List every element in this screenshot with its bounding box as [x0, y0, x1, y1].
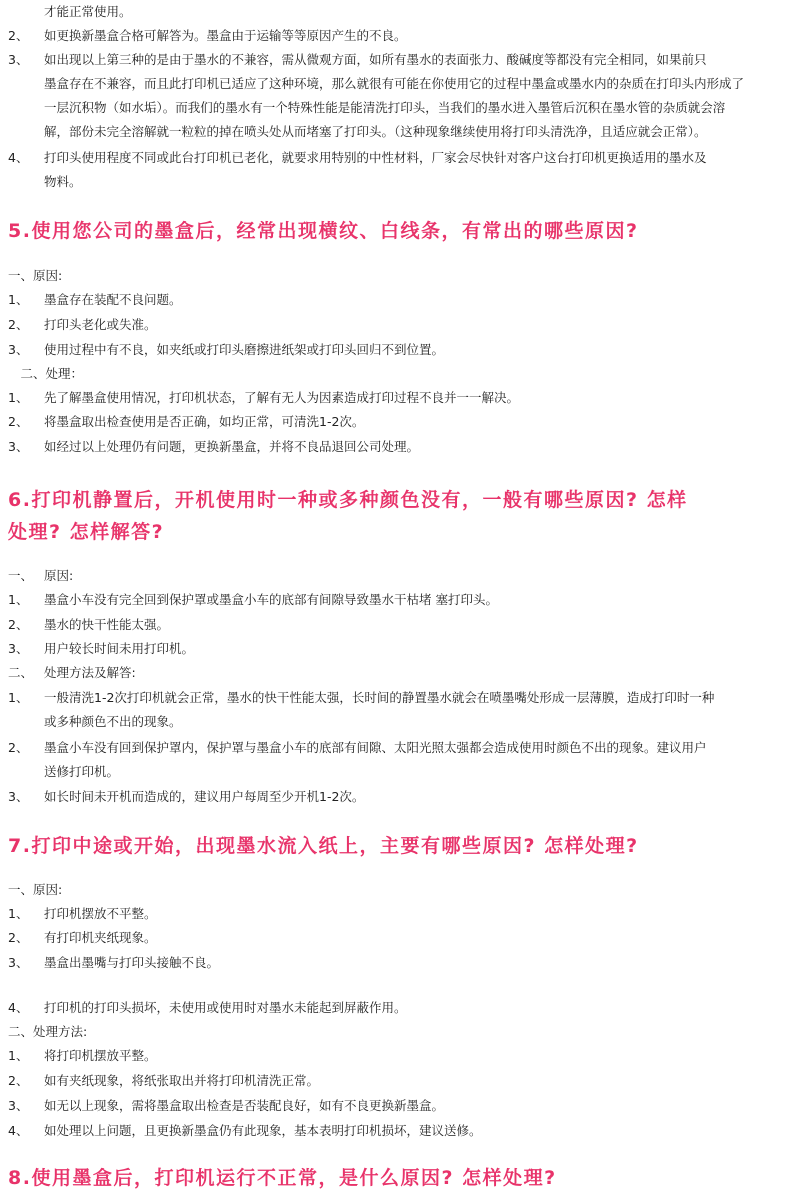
line-text: 墨盒存在装配不良问题。 [44, 292, 182, 307]
line-text: 使用过程中有不良，如夹纸或打印头磨擦进纸架或打印头回归不到位置。 [44, 342, 445, 357]
text-line [8, 388, 519, 407]
line-number: 1、 [8, 906, 29, 921]
line-number: 3、 [8, 641, 29, 656]
line-text: 先了解墨盒使用情况，打印机状态，了解有无人为因素造成打印过程不良并一一解决。 [44, 390, 520, 405]
text-line [8, 172, 82, 191]
line-number: 2、 [8, 1073, 29, 1088]
line-text: 二、处理方法: [8, 1024, 88, 1039]
line-number: 2、 [8, 317, 29, 332]
text-line [8, 639, 194, 658]
text-line [8, 880, 62, 899]
section-heading-8: 8.使用墨盒后，打印机运行不正常，是什么原因? 怎样处理? [8, 1167, 557, 1189]
line-text: 墨盒出墨嘴与打印头接触不良。 [44, 955, 220, 970]
line-number: 2、 [8, 414, 29, 429]
line-text: 墨盒存在不兼容，而且此打印机已适应了这种环境，那么就很有可能在你使用它的过程中墨盒或墨水内的杂质在打印头内形成了 [44, 76, 745, 91]
line-text: 一层沉积物（如水垢）。而我们的墨水有一个特殊性能是能清洗打印头，当我们的墨水进入墨管后沉积在墨水管的杂质就会溶 [44, 100, 726, 115]
line-number: 一、 [8, 568, 34, 583]
line-text: 如经过以上处理仍有问题，更换新墨盒，并将不良品退回公司处理。 [44, 439, 420, 454]
line-text: 一般清洗1-2次打印机就会正常，墨水的快干性能太强，长时间的静置墨水就会在喷墨嘴处形成一层薄膜，造成打印时一种 [44, 690, 715, 705]
line-text: 如更换新墨盒合格可解答为。墨盒由于运输等等原因产生的不良。 [44, 28, 407, 43]
line-number: 2、 [8, 617, 29, 632]
line-text: 一、原因: [8, 882, 63, 897]
text-line [8, 1096, 444, 1115]
line-number: 4、 [8, 1123, 29, 1138]
line-number: 1、 [8, 390, 29, 405]
line-text: 如有夹纸现象，将纸张取出并将打印机清洗正常。 [44, 1073, 320, 1088]
text-line [8, 98, 725, 117]
text-line [8, 615, 169, 634]
line-text: 二、处理： [8, 366, 84, 381]
line-text: 送修打印机。 [44, 764, 120, 779]
text-line [8, 412, 364, 431]
text-line [8, 566, 73, 585]
text-line [8, 738, 707, 757]
line-text: 物料。 [44, 174, 82, 189]
line-number: 2、 [8, 740, 29, 755]
text-line [8, 148, 707, 167]
section-heading-6-cont: 处理? 怎样解答? [8, 521, 165, 543]
line-text: 墨水的快干性能太强。 [44, 617, 170, 632]
text-line [8, 1121, 482, 1140]
text-line [8, 1046, 157, 1065]
text-line [8, 26, 407, 45]
text-line [8, 290, 182, 309]
text-line [8, 590, 498, 609]
line-text: 用户较长时间未用打印机。 [44, 641, 195, 656]
text-line [8, 315, 157, 334]
text-line [8, 904, 157, 923]
text-line [8, 787, 364, 806]
line-text: 有打印机夹纸现象。 [44, 930, 157, 945]
text-line [8, 928, 157, 947]
line-text: 将打印机摆放平整。 [44, 1048, 157, 1063]
text-line [8, 50, 707, 69]
text-line [8, 1071, 319, 1090]
line-text: 如无以上现象，需将墨盒取出检查是否装配良好，如有不良更换新墨盒。 [44, 1098, 445, 1113]
text-line [8, 266, 62, 285]
line-text: 如长时间未开机而造成的，建议用户每周至少开机1-2次。 [44, 789, 365, 804]
line-number: 3、 [8, 955, 29, 970]
text-line [8, 364, 83, 383]
line-number: 2、 [8, 28, 29, 43]
line-number: 4、 [8, 150, 29, 165]
text-line [8, 998, 407, 1017]
line-number: 3、 [8, 789, 29, 804]
line-text: 打印头使用程度不同或此台打印机已老化，就要求用特别的中性材料，厂家会尽快针对客户这台打印机更换适用的墨水及 [44, 150, 707, 165]
line-text: 一、原因: [8, 268, 63, 283]
line-text: 打印机摆放不平整。 [44, 906, 157, 921]
line-text: 墨盒小车没有回到保护罩内，保护罩与墨盒小车的底部有间隙、太阳光照太强都会造成使用时颜色不出的现象。建议用户 [44, 740, 707, 755]
line-text: 才能正常使用。 [44, 4, 132, 19]
line-text: 打印头老化或失准。 [44, 317, 157, 332]
text-line [8, 122, 707, 141]
section-heading-6: 6.打印机静置后，开机使用时一种或多种颜色没有，一般有哪些原因? 怎样 [8, 489, 688, 511]
text-line [8, 1022, 87, 1041]
line-number: 2、 [8, 930, 29, 945]
line-number: 1、 [8, 292, 29, 307]
line-text: 将墨盒取出检查使用是否正确，如均正常，可清洗1-2次。 [44, 414, 365, 429]
text-line [8, 762, 119, 781]
text-line [8, 74, 744, 93]
text-line [8, 688, 714, 707]
line-text: 墨盒小车没有完全回到保护罩或墨盒小车的底部有间隙导致墨水干枯堵 塞打印头。 [44, 592, 498, 607]
line-number: 1、 [8, 690, 29, 705]
text-line [8, 437, 419, 456]
line-number: 3、 [8, 342, 29, 357]
line-number: 3、 [8, 439, 29, 454]
line-number: 1、 [8, 592, 29, 607]
section-heading-7: 7.打印中途或开始，出现墨水流入纸上，主要有哪些原因? 怎样处理? [8, 835, 639, 857]
text-line [8, 340, 444, 359]
line-text: 处理方法及解答: [44, 665, 136, 680]
line-text: 打印机的打印头损坏，未使用或使用时对墨水未能起到屏蔽作用。 [44, 1000, 407, 1015]
line-number: 3、 [8, 1098, 29, 1113]
line-text: 如处理以上问题，且更换新墨盒仍有此现象，基本表明打印机损坏，建议送修。 [44, 1123, 482, 1138]
text-line [8, 712, 182, 731]
section-heading-5: 5.使用您公司的墨盒后，经常出现横纹、白线条，有常出的哪些原因? [8, 220, 639, 242]
line-text: 原因: [44, 568, 74, 583]
line-text: 如出现以上第三种的是由于墨水的不兼容，需从微观方面，如所有墨水的表面张力、酸碱度等都没有完全相同，如果前只 [44, 52, 707, 67]
line-number: 3、 [8, 52, 29, 67]
line-number: 4、 [8, 1000, 29, 1015]
line-text: 解，部份未完全溶解就一粒粒的掉在喷头处从而堵塞了打印头。（这种现象继续使用将打印头清洗净，且适应就会正常）。 [44, 124, 707, 139]
line-number: 二、 [8, 665, 34, 680]
line-number: 1、 [8, 1048, 29, 1063]
text-line [8, 663, 136, 682]
text-line [8, 953, 219, 972]
text-line [8, 2, 132, 21]
line-text: 或多种颜色不出的现象。 [44, 714, 182, 729]
